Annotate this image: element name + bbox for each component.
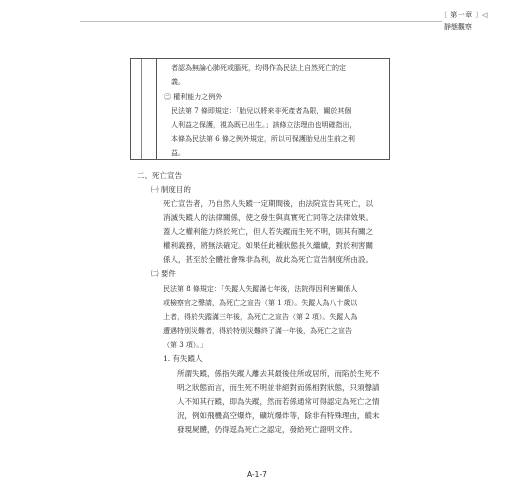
subsection-title: ㈡ 要件 [151,269,176,278]
statute-line: 上者，得於失蹤滿三年後，為死亡之宣告（第 2 項）。失蹤人為 [163,313,358,321]
page-tab-marker-icon: ◁ [482,11,488,19]
table-line: 義。 [171,78,185,86]
paragraph-line: 死亡宣告者，乃自然人失蹤一定期間後，由法院宣告其死亡，以 [163,199,373,208]
paragraph-line: 蓋人之權利能力終於死亡，但人若失蹤而生死不明，則其有關之 [163,227,373,236]
paragraph-line: 明之狀態而言，而生死不明並非絕對而係相對狀態，只須聲請 [177,383,380,392]
paragraph-line: 權利義務，將無法確定。如果任此種狀態長久繼續，對於利害關 [163,241,373,250]
paragraph-line: 所謂失蹤，係指失蹤人離去其最後住所或居所，而陷於生死不 [177,369,380,378]
content-table [130,58,390,160]
subsection-title: ㈠ 制度目的 [151,185,191,194]
header-rule [80,21,442,22]
paragraph-line: 消滅失蹤人的法律關係，使之發生與真實死亡同等之法律效果。 [163,213,373,222]
section-label: 靜態觀察 [444,23,472,31]
statute-line: 遭遇特別災難者，得於特別災難終了滿一年後，為死亡之宣告 [163,327,352,335]
paragraph-line: 發現屍體，仍得逕為死亡之認定，發給死亡證明文件。 [177,425,357,434]
table-line: 者認為無論心肺死或腦死，均得作為民法上自然死亡的定 [171,64,346,72]
statute-line: （第 3 項）。」 [163,341,207,349]
table-line: 益。 [171,149,185,157]
page-number: A-1-7 [247,470,267,479]
table-line: 人利益之保護，視為既已出生。」該條立法理由也明確指出， [171,121,357,129]
section-title: 二、死亡宣告 [137,171,182,180]
table-line: 民法第 7 條即規定：「胎兒以將來非死產者為限，關於其個 [171,107,352,115]
chapter-label: 〔 第一章 〕 [440,11,483,19]
table-divider [141,59,142,159]
statute-line: 或檢察官之聲請，為死亡之宣告（第 1 項）。失蹤人為八十歲以 [163,299,358,307]
table-line: 本條為民法第 6 條之例外規定，所以可保護胎兒出生前之利 [171,135,355,143]
table-subheading: ㊁ 權利能力之例外 [164,93,223,101]
item-title: 1. 有失蹤人 [163,354,203,363]
table-divider [156,59,157,159]
paragraph-line: 況，例如飛機高空爆炸，礦坑爆炸等，除非有特殊理由，縱未 [177,411,380,420]
paragraph-line: 人不知其行蹤，即為失蹤，然而若係通常可得認定為死亡之情 [177,397,380,406]
paragraph-line: 係人，甚至於全體社會殊非為利，故此為死亡宣告制度所由設。 [163,255,373,264]
statute-line: 民法第 8 條規定：「失蹤人失蹤滿七年後，法院得因利害關係人 [163,285,358,293]
